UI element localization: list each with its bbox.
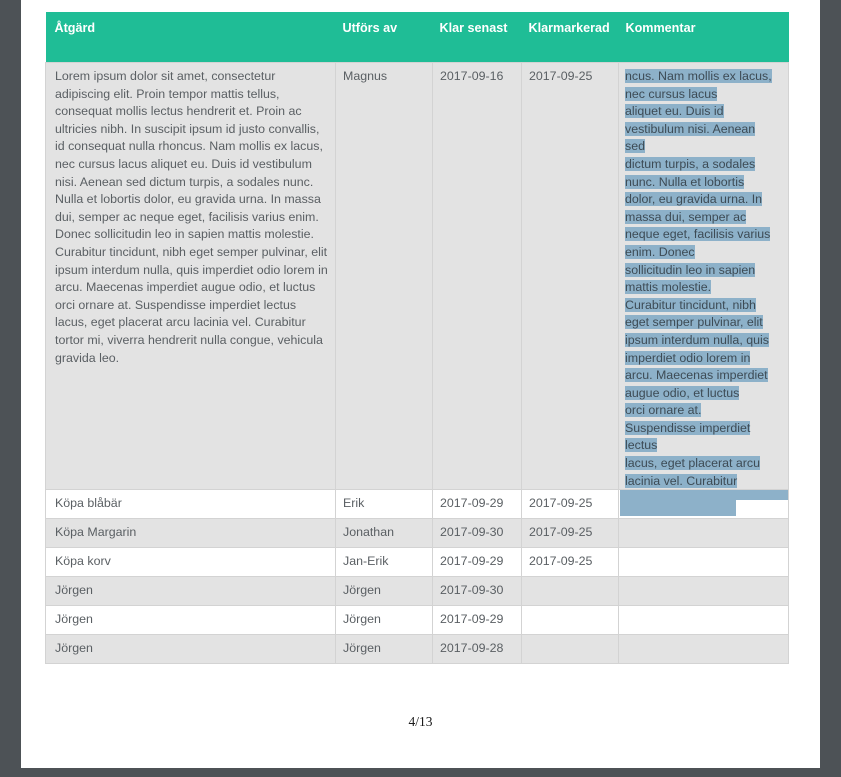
kommentar-line	[625, 174, 781, 192]
cell-atgard: Jörgen	[46, 635, 336, 664]
page-content	[45, 12, 788, 664]
cell-utfors-av: Jörgen	[336, 635, 433, 664]
selection-highlight: lacinia vel. Curabitur	[625, 473, 738, 488]
table-row	[46, 519, 789, 548]
table-header-row	[46, 12, 789, 63]
selection-highlight: lectus	[625, 438, 658, 453]
selection-highlight: orci ornare at.	[625, 403, 702, 418]
kommentar-line	[625, 279, 781, 297]
kommentar-line	[625, 385, 781, 403]
cell-atgard: Köpa Margarin	[46, 519, 336, 548]
column-header-kommentar: Kommentar	[619, 12, 789, 63]
selection-highlight: nec cursus lacus	[625, 86, 718, 101]
page-number-footer: 4/13	[408, 714, 433, 729]
cell-klarmarkerad: 2017-09-25	[522, 490, 619, 519]
table-row	[46, 63, 789, 490]
column-header-klar-senast: Klar senast	[433, 12, 522, 63]
cell-atgard: Köpa korv	[46, 548, 336, 577]
table-header	[46, 12, 789, 63]
cell-atgard: Jörgen	[46, 577, 336, 606]
cell-utfors-av: Magnus	[336, 63, 433, 490]
cell-kommentar	[619, 519, 789, 548]
cell-kommentar	[619, 635, 789, 664]
selection-highlight: ncus. Nam mollis ex lacus,	[625, 69, 772, 83]
selection-highlight: aliquet eu. Duis id	[625, 104, 724, 119]
cell-klar-senast: 2017-09-29	[433, 490, 522, 519]
cell-klarmarkerad: 2017-09-25	[522, 519, 619, 548]
tasks-table	[45, 12, 789, 664]
column-header-utfors-av: Utförs av	[336, 12, 433, 63]
cell-klar-senast: 2017-09-30	[433, 519, 522, 548]
kommentar-line	[625, 314, 781, 332]
document-page-sheet	[21, 0, 820, 768]
cell-kommentar	[619, 548, 789, 577]
kommentar-line	[625, 367, 781, 385]
selection-highlight: imperdiet odio lorem in	[625, 350, 751, 365]
cell-klarmarkerad: 2017-09-25	[522, 548, 619, 577]
selection-highlight: sollicitudin leo in sapien	[625, 262, 756, 277]
table-row	[46, 548, 789, 577]
cell-kommentar	[619, 577, 789, 606]
kommentar-selected-text[interactable]	[619, 63, 788, 513]
cell-klar-senast: 2017-09-29	[433, 548, 522, 577]
cell-klarmarkerad	[522, 577, 619, 606]
selection-highlight: mattis molestie.	[625, 280, 712, 295]
selection-highlight: ipsum interdum nulla, quis	[625, 332, 769, 347]
kommentar-line	[625, 297, 781, 315]
kommentar-line	[625, 138, 781, 156]
table-body	[46, 63, 789, 664]
cell-kommentar	[619, 490, 789, 519]
kommentar-line	[625, 209, 781, 227]
selection-highlight: dictum turpis, a sodales	[625, 156, 756, 171]
cell-atgard: Köpa blåbär	[46, 490, 336, 519]
cell-klar-senast: 2017-09-30	[433, 577, 522, 606]
selection-overflow-line	[620, 490, 788, 500]
kommentar-line	[625, 244, 781, 262]
table-row	[46, 635, 789, 664]
cell-utfors-av: Jan-Erik	[336, 548, 433, 577]
kommentar-line	[625, 86, 781, 104]
selection-highlight: arcu. Maecenas imperdiet	[625, 368, 768, 383]
selection-highlight: enim. Donec	[625, 244, 695, 259]
kommentar-line	[625, 156, 781, 174]
kommentar-line	[625, 332, 781, 350]
kommentar-clip	[619, 63, 788, 489]
kommentar-line	[625, 437, 781, 455]
selection-highlight: Suspendisse imperdiet	[625, 420, 751, 435]
selection-highlight: massa dui, semper ac	[625, 209, 747, 224]
cell-atgard: Jörgen	[46, 606, 336, 635]
cell-klarmarkerad	[522, 606, 619, 635]
selection-overflow-block	[620, 500, 736, 516]
kommentar-line	[625, 121, 781, 139]
cell-atgard: Lorem ipsum dolor sit amet, consectetur adipiscing elit. Proin tempor mattis tellus, consequat mollis lectus hendrerit et. Proin ac ultricies nibh. In suscipit ipsum id justo convallis, id consequat nulla rhoncus. Nam mollis ex lacus, nec cursus lacus aliquet eu. Duis id vestibulum nisi. Aenean sed dictum turpis, a sodales nunc. Nulla et lobortis dolor, eu gravida urna. In massa dui, semper ac neque eget, facilisis varius enim. Donec sollicitudin leo in sapien mattis molestie. Curabitur tincidunt, nibh eget semper pulvinar, elit ipsum interdum nulla, quis imperdiet odio lorem in arcu. Maecenas imperdiet augue odio, et luctus orci ornare at. Suspendisse imperdiet lectus lacus, eget placerat arcu lacinia vel. Curabitur tortor mi, viverra hendrerit nulla congue, vehicula gravida leo.	[46, 63, 336, 490]
kommentar-line	[625, 262, 781, 280]
selection-highlight: eget semper pulvinar, elit	[625, 315, 763, 330]
kommentar-line	[625, 350, 781, 368]
cell-klarmarkerad: 2017-09-25	[522, 63, 619, 490]
kommentar-line	[625, 103, 781, 121]
kommentar-line	[625, 473, 781, 491]
selection-highlight: lacus, eget placerat arcu	[625, 456, 760, 471]
kommentar-line	[625, 226, 781, 244]
kommentar-line	[625, 455, 781, 473]
kommentar-line	[625, 420, 781, 438]
selection-highlight: neque eget, facilisis varius	[625, 227, 771, 242]
cell-kommentar	[619, 606, 789, 635]
cell-klar-senast: 2017-09-16	[433, 63, 522, 490]
cell-utfors-av: Jonathan	[336, 519, 433, 548]
table-row	[46, 577, 789, 606]
cell-utfors-av: Jörgen	[336, 577, 433, 606]
cell-klar-senast: 2017-09-29	[433, 606, 522, 635]
kommentar-line	[625, 191, 781, 209]
selection-highlight: augue odio, et luctus	[625, 385, 740, 400]
table-row	[46, 490, 789, 519]
selection-highlight: sed	[625, 139, 645, 154]
selection-highlight: nunc. Nulla et lobortis	[625, 174, 745, 189]
cell-utfors-av: Jörgen	[336, 606, 433, 635]
cell-klarmarkerad	[522, 635, 619, 664]
column-header-atgard: Åtgärd	[46, 12, 336, 63]
cell-kommentar	[619, 63, 789, 490]
selection-highlight: Curabitur tincidunt, nibh	[625, 297, 756, 312]
cell-klar-senast: 2017-09-28	[433, 635, 522, 664]
kommentar-line	[625, 402, 781, 420]
cell-utfors-av: Erik	[336, 490, 433, 519]
selection-highlight: dolor, eu gravida urna. In	[625, 192, 763, 207]
kommentar-line	[625, 68, 781, 86]
table-row	[46, 606, 789, 635]
selection-highlight: vestibulum nisi. Aenean	[625, 121, 756, 136]
column-header-klarmarkerad: Klarmarkerad	[522, 12, 619, 63]
